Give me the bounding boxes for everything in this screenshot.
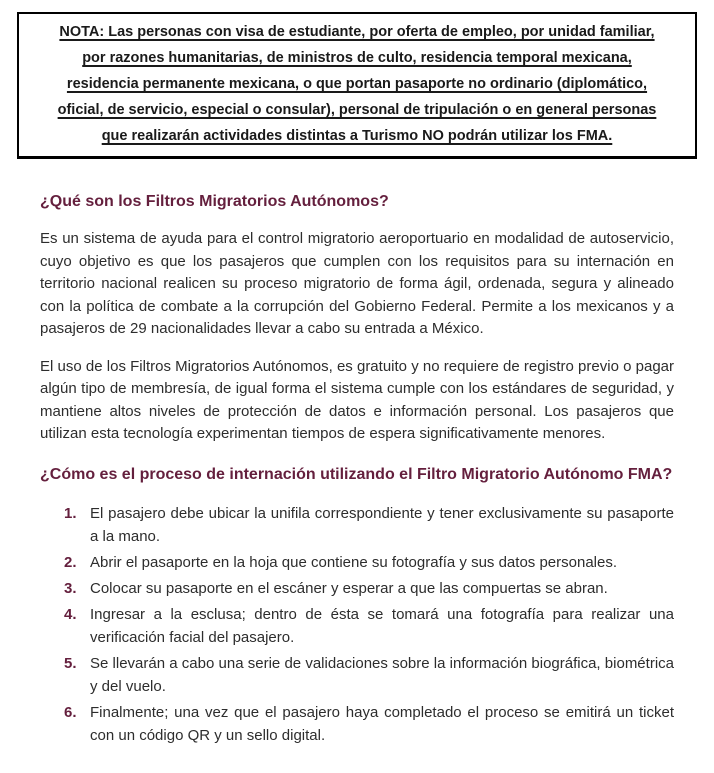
document-page [0,12,714,773]
list-item-text: Ingresar a la esclusa; dentro de ésta se tomará una fotografía para realizar una verificación facial del pasajero. [90,605,674,646]
note-line: NOTA: Las personas con visa de estudiante, por oferta de empleo, por unidad familiar, [59,24,655,40]
list-item-text: Colocar su pasaporte en el escáner y esperar a que las compuertas se abran. [90,579,608,597]
section2-heading: ¿Cómo es el proceso de internación utilizando el Filtro Migratorio Autónomo FMA? [40,465,673,483]
note-line: oficial, de servicio, especial o consular), personal de tripulación o en general personas [57,102,657,118]
steps-list [40,502,674,747]
list-item-number: 2. [64,553,77,571]
list-item [40,652,674,698]
list-item-text: Finalmente; una vez que el pasajero haya completado el proceso se emitirá un ticket con un código QR y un sello digital. [90,703,674,744]
list-item-number: 1. [64,504,77,522]
list-item-text: Abrir el pasaporte en la hoja que contiene su fotografía y sus datos personales. [90,553,617,571]
list-item [40,701,674,747]
document-content [40,189,674,747]
list-item-number: 3. [64,579,77,597]
list-item [40,577,674,600]
note-box [17,12,697,159]
list-item-number: 4. [64,605,77,623]
list-item-text: Se llevarán a cabo una serie de validaciones sobre la información biográfica, biométrica y del vuelo. [90,654,674,695]
section1-paragraph-2: El uso de los Filtros Migratorios Autónomos, es gratuito y no requiere de registro previo o pagar algún tipo de membresía, de igual forma el sistema cumple con los estándares de seguridad, y mantiene altos niveles de protección de datos e información personal. Los pasajeros que utilizan esta tecnología experimentan tiempos de espera significativamente menores. [40,357,674,442]
list-item [40,603,674,649]
note-line: residencia permanente mexicana, o que portan pasaporte no ordinario (diplomático, [66,76,648,92]
section1-heading: ¿Qué son los Filtros Migratorios Autónomos? [40,193,389,210]
section1-paragraph-1: Es un sistema de ayuda para el control migratorio aeroportuario en modalidad de autoservicio, cuyo objetivo es que los pasajeros que cumplen con los requisitos para su internación en territorio nacional realicen su proceso migratorio de forma ágil, ordenada, segura y alineado con la política de combate a la corrupción del Gobierno Federal. Permite a los mexicanos y a pasajeros de 29 nacionalidades llevar a cabo su entrada a México. [40,230,674,337]
note-line: por razones humanitarias, de ministros de culto, residencia temporal mexicana, [82,50,632,66]
list-item-number: 6. [64,703,77,721]
list-item-number: 5. [64,654,77,672]
list-item-text: El pasajero debe ubicar la unifila correspondiente y tener exclusivamente su pasaporte a la mano. [90,504,674,545]
note-line: que realizarán actividades distintas a Turismo NO podrán utilizar los FMA. [101,128,613,144]
list-item [40,502,674,548]
list-item [40,551,674,574]
